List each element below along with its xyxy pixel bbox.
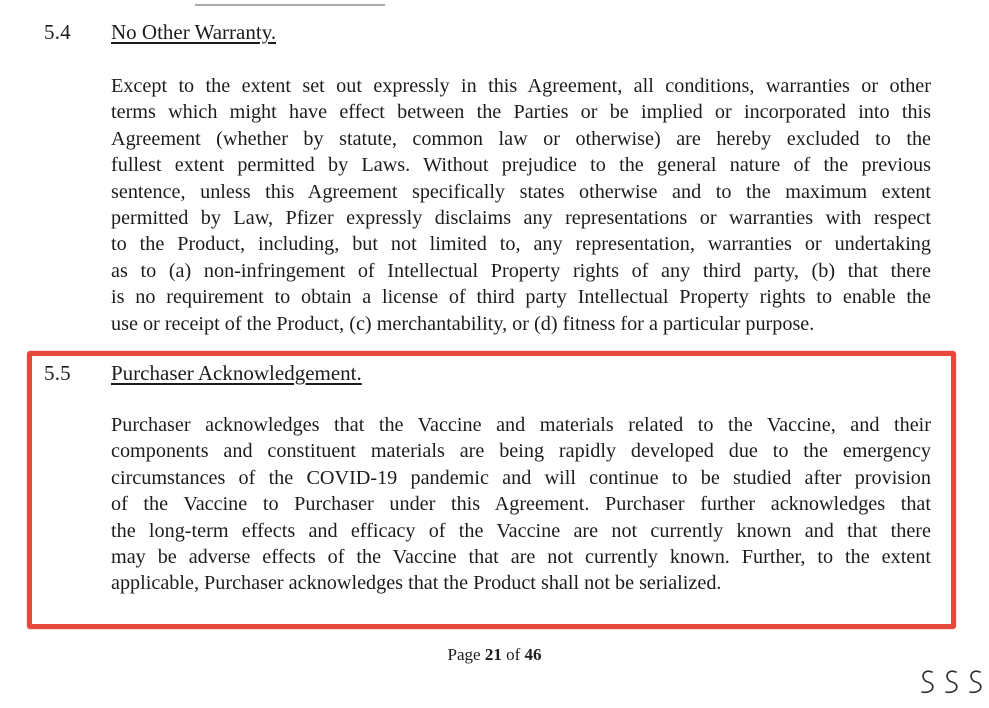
section-5-5-line: may be adverse effects of the Vaccine that are not currently known. Further, to the extent: [111, 546, 931, 569]
handwritten-initials-signature: [918, 658, 989, 703]
section-5-4-paragraph: [111, 73, 931, 337]
section-5-5-line: the long-term effects and efficacy of the Vaccine are not currently known and that there: [111, 519, 931, 542]
section-5-5-title-text: Purchaser Acknowledgement: [111, 361, 357, 385]
section-5-4-title-punct: .: [270, 20, 277, 44]
section-5-4-line: as to (a) non-infringement of Intellectual Property rights of any third party, (b) that there: [111, 259, 931, 282]
section-5-4-line: to the Product, including, but not limited to, any representation, warranties or undertaking: [111, 233, 931, 256]
page-of-word: of: [506, 645, 521, 664]
section-5-5-number: 5.5: [44, 361, 71, 385]
page-footer: [0, 645, 989, 665]
section-5-5-title: [111, 361, 362, 386]
section-5-5-line: circumstances of the COVID-19 pandemic and will continue to be studied after provision: [111, 466, 931, 489]
section-5-4-line: Except to the extent set out expressly in this Agreement, all conditions, warranties or other: [111, 75, 931, 97]
previous-text-fragment: [195, 0, 385, 6]
page-total: 46: [524, 645, 542, 664]
page-current: 21: [484, 645, 502, 664]
section-5-4-title-text: No Other Warranty: [111, 20, 271, 44]
section-5-4-line: permitted by Law, Pfizer expressly disclaims any representations or warranties with respect: [111, 207, 931, 230]
page-word: Page: [447, 645, 481, 664]
section-5-5-line: of the Vaccine to Purchaser under this Agreement. Purchaser further acknowledges that: [111, 493, 931, 516]
section-5-5-title-punct: .: [356, 361, 362, 385]
section-5-4-line: is no requirement to obtain a license of third party Intellectual Property rights to enable the: [111, 286, 931, 309]
section-5-4-title: [111, 20, 276, 45]
section-5-4-number: 5.4: [44, 20, 71, 44]
section-5-4-line: fullest extent permitted by Laws. Without prejudice to the general nature of the previous: [111, 154, 931, 177]
section-5-4-line: sentence, unless this Agreement specifically states otherwise and to the maximum extent: [111, 180, 931, 203]
section-5-5-line: Purchaser acknowledges that the Vaccine and materials related to the Vaccine, and their: [111, 414, 931, 436]
section-5-4-line: Agreement (whether by statute, common law or otherwise) are hereby excluded to the: [111, 127, 931, 150]
section-5-4-line: terms which might have effect between the Parties or be implied or incorporated into this: [111, 101, 931, 124]
section-5-4-line: use or receipt of the Product, (c) merchantability, or (d) fitness for a particular purpose.: [111, 312, 815, 335]
section-5-5-paragraph: [111, 412, 931, 597]
section-5-5-line: applicable, Purchaser acknowledges that the Product shall not be serialized.: [111, 572, 722, 595]
section-5-5-line: components and constituent materials are being rapidly developed due to the emergency: [111, 440, 931, 463]
